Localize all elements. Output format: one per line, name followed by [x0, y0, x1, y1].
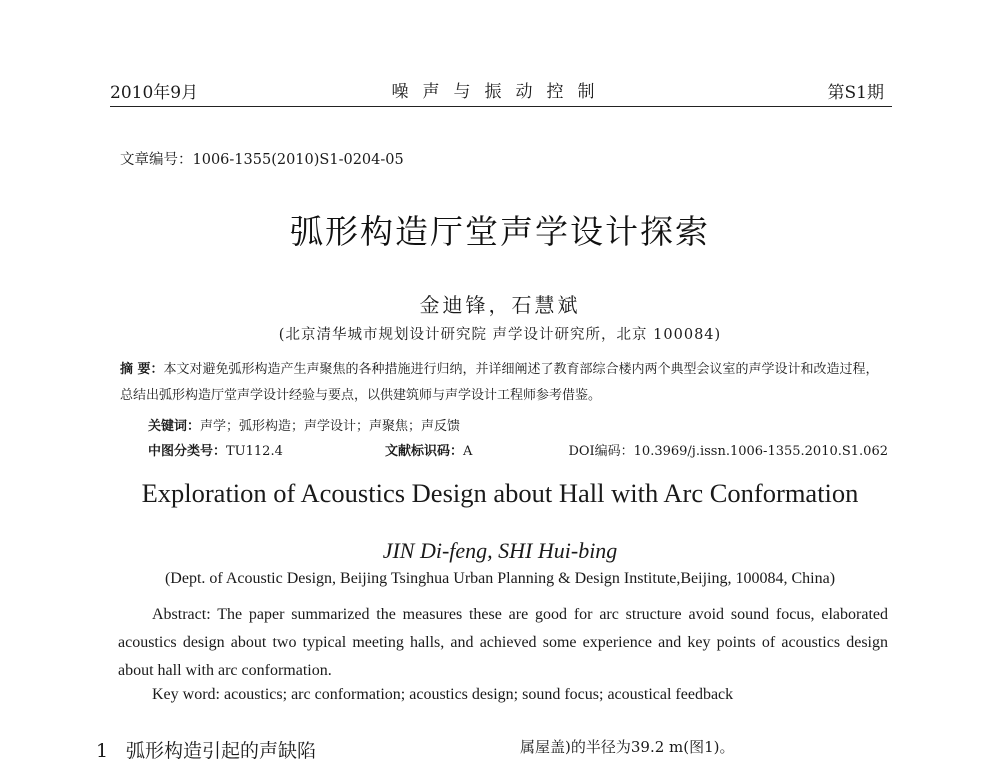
header-journal-name: 噪声与振动控制 [391, 82, 609, 102]
clc-value: TU112.4 [226, 444, 283, 459]
paper-title-cn: 弧形构造厅堂声学设计探索 [290, 212, 710, 251]
header-issue: 第S1期 [827, 83, 884, 103]
keywords-cn [148, 415, 460, 434]
body-text-column2: 属屋盖)的半径为39.2 m(图1)。 [520, 738, 735, 756]
affiliation-en: (Dept. of Acoustic Design, Beijing Tsinghua Urban Planning & Design Institute,Beijing, 100084, China) [164, 570, 836, 587]
abstract-en [118, 601, 888, 685]
keywords-en-label: Key word: [152, 686, 220, 703]
doi-value: 10.3969/j.issn.1006-1355.2010.S1.062 [633, 444, 888, 459]
abstract-cn-text: 本文对避免弧形构造产生声聚焦的各种措施进行归纳，并详细阐述了教育部综合楼内两个典型会议室的声学设计和改造过程，总结出弧形构造厅堂声学设计经验与要点，以供建筑师与声学设计工程师参考借鉴。 [120, 362, 879, 403]
document-code-label: 文献标识码： [385, 444, 464, 459]
header-rule [110, 106, 892, 107]
abstract-cn-label: 摘 要： [120, 362, 164, 377]
document-code [385, 440, 472, 459]
affiliation-cn: (北京清华城市规划设计研究院 声学设计研究所，北京 100084) [278, 327, 722, 343]
paper-title-en: Exploration of Acoustics Design about Hall with Arc Conformation [141, 478, 859, 508]
keywords-cn-label: 关键词： [148, 419, 201, 434]
authors-en: JIN Di-feng, SHI Hui-bing [382, 538, 618, 563]
article-number: 文章编号：1006-1355(2010)S1-0204-05 [120, 152, 404, 168]
classification-row [148, 440, 888, 460]
clc-number [148, 440, 283, 459]
abstract-en-text: The paper summarized the measures these are good for arc structure avoid sound focus, elaborated acoustics design about two typical meeting halls, and achieved some experience and key points of acoustics design about hall with arc conformation. [118, 606, 888, 679]
keywords-en-text: acoustics; arc conformation; acoustics design; sound focus; acoustical feedback [223, 686, 734, 703]
clc-label: 中图分类号： [148, 444, 227, 459]
header-date: 2010年9月 [110, 83, 199, 103]
section-title: 弧形构造引起的声缺陷 [126, 740, 317, 762]
authors-cn: 金迪锋，石慧斌 [419, 293, 581, 317]
abstract-en-label: Abstract: [152, 606, 211, 623]
keywords-en [152, 686, 733, 704]
doi [568, 440, 888, 459]
document-code-value: A [463, 444, 473, 459]
doi-label: DOI编码： [568, 444, 634, 459]
abstract-cn [120, 357, 890, 409]
section-number: 1 [96, 740, 109, 762]
keywords-cn-text: 声学；弧形构造；声学设计；声聚焦；声反馈 [200, 419, 461, 434]
